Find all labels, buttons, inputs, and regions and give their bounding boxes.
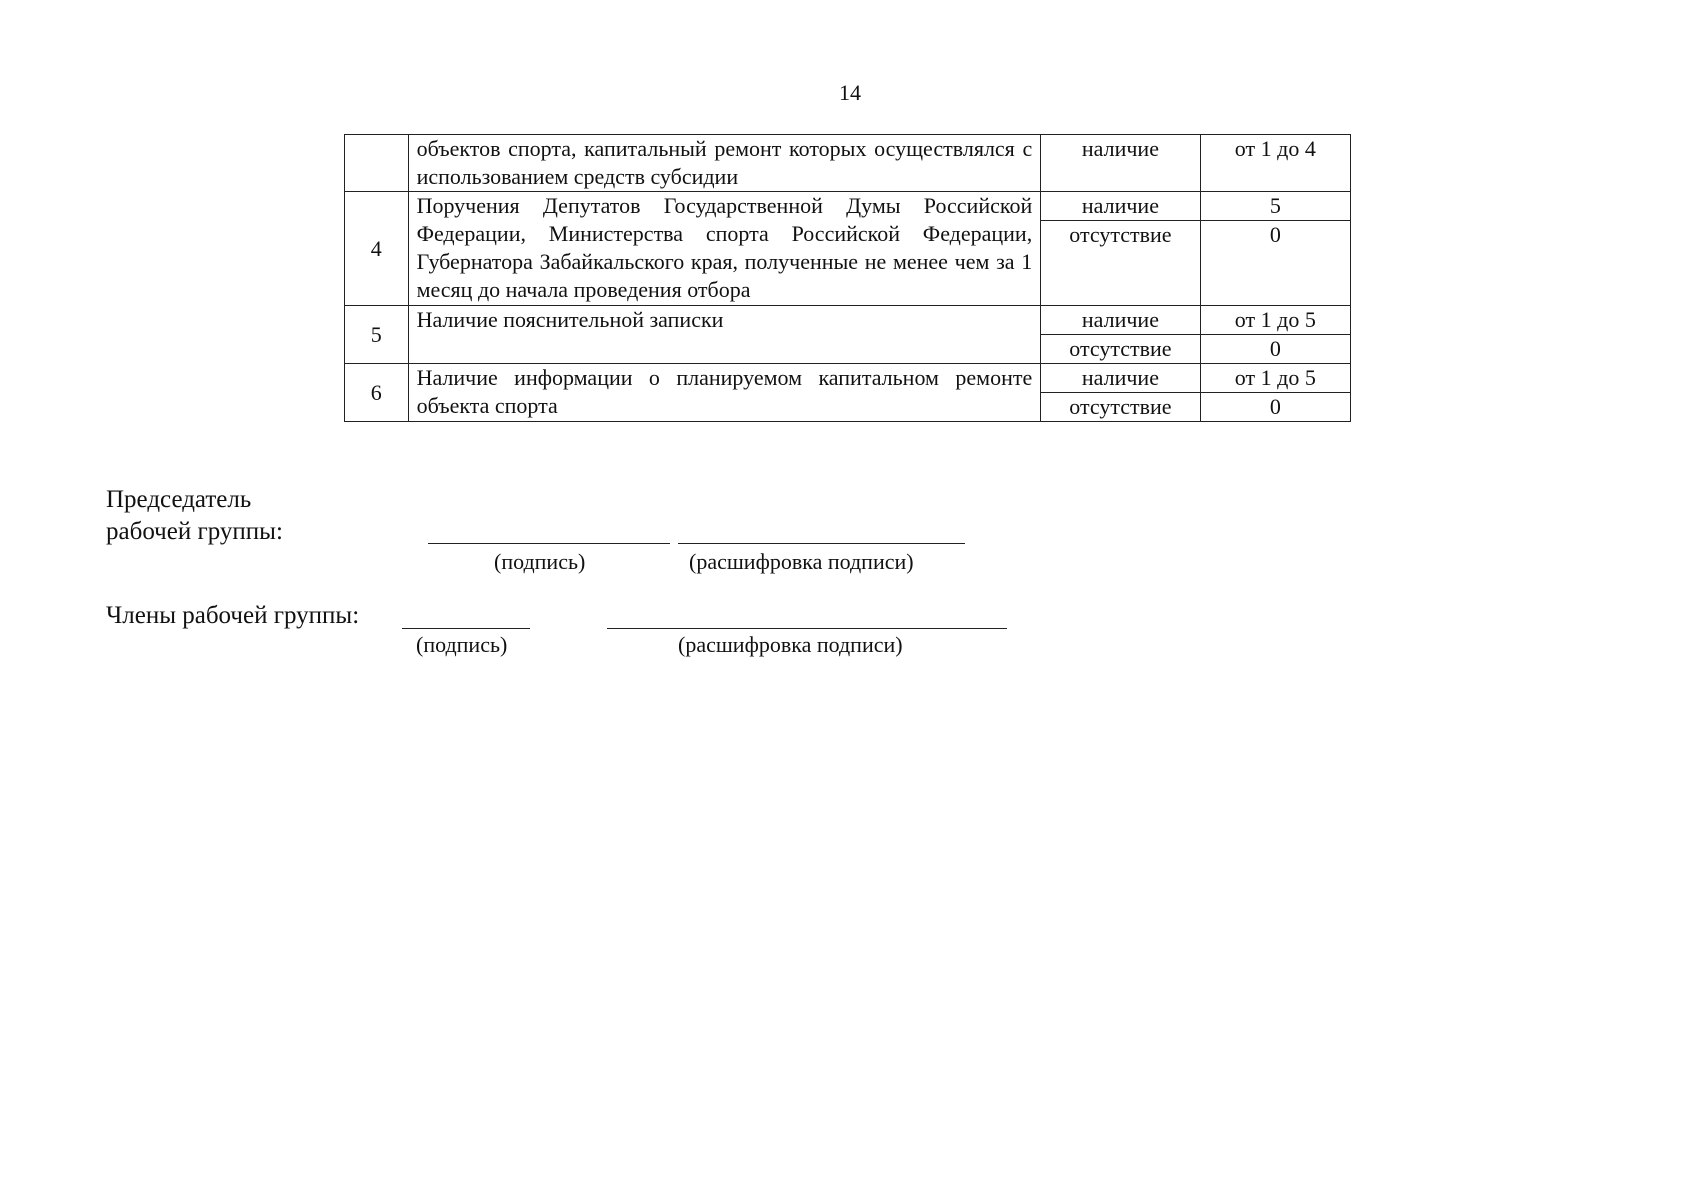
table-row [345,306,1351,335]
option-label: отсутствие [1041,221,1200,306]
row-description: Поручения Депутатов Государственной Думы Российской Федерации, Министерства спорта Российской Федерации, Губернатора Забайкальского края, полученные не менее чем за 1 месяц до начала проведения отбора [408,192,1041,306]
option-score: 0 [1200,393,1350,422]
members-label: Члены рабочей группы: [106,602,360,629]
criteria-table [344,134,1351,422]
option-label: наличие [1041,364,1200,393]
row-number [345,135,409,192]
row-description: Наличие информации о планируемом капитальном ремонте объекта спорта [408,364,1041,422]
option-label: наличие [1041,192,1200,221]
option-label: отсутствие [1041,335,1200,364]
option-score: от 1 до 5 [1200,306,1350,335]
option-score: 0 [1200,221,1350,306]
row-description: Наличие пояснительной записки [408,306,1041,364]
chairman-signature-line [428,543,670,544]
chairman-label-line2: рабочей группы: [106,518,283,545]
chairman-signature-caption: (подпись) [494,549,586,574]
chairman-label-line1: Председатель [106,486,252,513]
option-label: наличие [1041,306,1200,335]
page-number: 14 [839,80,861,105]
members-decoding-line [607,628,1007,629]
option-score: 0 [1200,335,1350,364]
row-number: 4 [345,192,409,306]
table-row [345,364,1351,393]
table-row [345,192,1351,221]
members-decoding-caption: (расшифровка подписи) [678,632,903,657]
option-label: наличие [1041,135,1200,192]
option-score: от 1 до 4 [1200,135,1350,192]
chairman-label [106,484,283,548]
option-score: 5 [1200,192,1350,221]
members-signature-caption: (подпись) [416,632,508,657]
option-score: от 1 до 5 [1200,364,1350,393]
table-row [345,135,1351,192]
row-description: объектов спорта, капитальный ремонт которых осуществлялся с использованием средств субсидии [408,135,1041,192]
option-label: отсутствие [1041,393,1200,422]
row-number: 5 [345,306,409,364]
chairman-decoding-line [678,543,965,544]
row-number: 6 [345,364,409,422]
chairman-decoding-caption: (расшифровка подписи) [689,549,914,574]
members-signature-line [402,628,530,629]
